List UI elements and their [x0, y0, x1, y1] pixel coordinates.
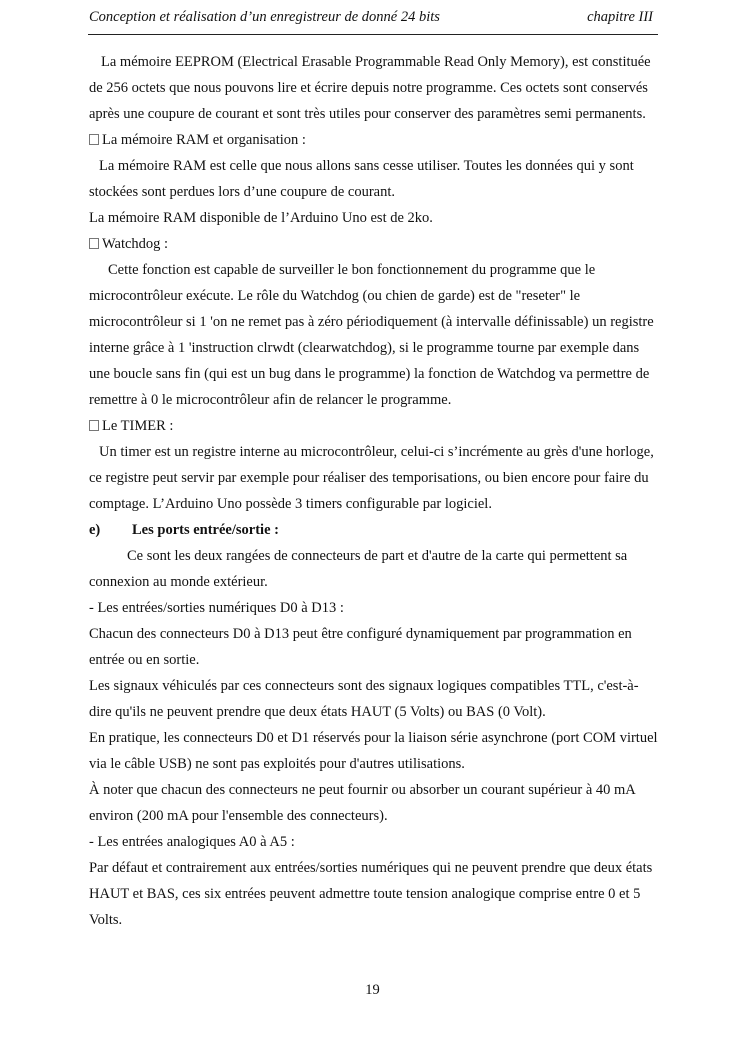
ports-intro-paragraph: Ce sont les deux rangées de connecteurs de part et d'autre de la carte qui permettent sa connexion au monde extérieur.: [89, 548, 628, 590]
section-number: e): [89, 522, 101, 538]
page-header: [88, 6, 658, 35]
section-heading: [89, 517, 659, 543]
ram-size-paragraph: La mémoire RAM disponible de l’Arduino Uno est de 2ko.: [89, 210, 433, 226]
bullet-box-icon: [89, 134, 99, 145]
analog-paragraph: Par défaut et contrairement aux entrées/sorties numériques qui ne peuvent prendre que deux états HAUT et BAS, ces six entrées peuvent admettre toute tension analogique comprise entre 0 et 5 Volts.: [89, 860, 653, 928]
bullet-box-icon: [89, 420, 99, 431]
digital-signals-paragraph: Les signaux véhiculés par ces connecteurs sont des signaux logiques compatibles TTL, c'est-à-dire qu'ils ne peuvent prendre que deux états HAUT (5 Volts) ou BAS (0 Volt).: [89, 678, 639, 720]
section-title: Les ports entrée/sortie :: [132, 522, 279, 538]
watchdog-paragraph: Cette fonction est capable de surveiller le bon fonctionnement du programme que le microcontrôleur exécute. Le rôle du Watchdog (ou chien de garde) est de "reseter" le microcontrôleur si 1 'on ne remet pas à zéro périodiquement (à intervalle définissable) un registre interne grâce à 1 'instruction clrwdt (clearwatchdog), si le programme tourne par exemple dans une boucle sans fin (qui est un bug dans le programme) la fonction de Watchdog va permettre de remettre à 0 le microcontrôleur afin de relancer le programme.: [89, 262, 654, 408]
page-number: 19: [365, 982, 380, 998]
ram-heading: [89, 127, 659, 153]
watchdog-heading-text: Watchdog :: [102, 236, 169, 252]
digital-config-paragraph: Chacun des connecteurs D0 à D13 peut être configuré dynamiquement par programmation en entrée ou en sortie.: [89, 626, 632, 668]
timer-paragraph: Un timer est un registre interne au microcontrôleur, celui-ci s’incrémente au grès d'une horloge, ce registre peut servir par exemple pour réaliser des temporisations, ou bien encore pour faire du comptage. L’Arduino Uno possède 3 timers configurable par logiciel.: [89, 444, 654, 512]
digital-current-paragraph: À noter que chacun des connecteurs ne peut fournir ou absorber un courant supérieur à 40 mA environ (200 mA pour l'ensemble des connecteurs).: [89, 782, 635, 824]
timer-heading: [89, 413, 659, 439]
ram-paragraph: La mémoire RAM est celle que nous allons sans cesse utiliser. Toutes les données qui y sont stockées sont perdues lors d’une coupure de courant.: [89, 158, 634, 200]
chapter-label: chapitre III: [587, 9, 653, 25]
watchdog-heading: [89, 231, 659, 257]
digital-heading: - Les entrées/sorties numériques D0 à D13 :: [89, 600, 344, 616]
bullet-box-icon: [89, 238, 99, 249]
analog-heading: - Les entrées analogiques A0 à A5 :: [89, 834, 295, 850]
eeprom-paragraph: La mémoire EEPROM (Electrical Erasable Programmable Read Only Memory), est constituée de 256 octets que nous pouvons lire et écrire depuis notre programme. Ces octets sont conservés après une coupure de courant et sont très utiles pour conserver des paramètres semi permanents.: [89, 54, 651, 122]
ram-heading-text: La mémoire RAM et organisation :: [102, 132, 306, 148]
page-body: [89, 49, 659, 933]
timer-heading-text: Le TIMER :: [102, 418, 174, 434]
document-title: Conception et réalisation d’un enregistreur de donné 24 bits: [89, 9, 440, 25]
digital-serial-paragraph: En pratique, les connecteurs D0 et D1 réservés pour la liaison série asynchrone (port COM virtuel via le câble USB) ne sont pas exploités pour d'autres utilisations.: [89, 730, 658, 772]
